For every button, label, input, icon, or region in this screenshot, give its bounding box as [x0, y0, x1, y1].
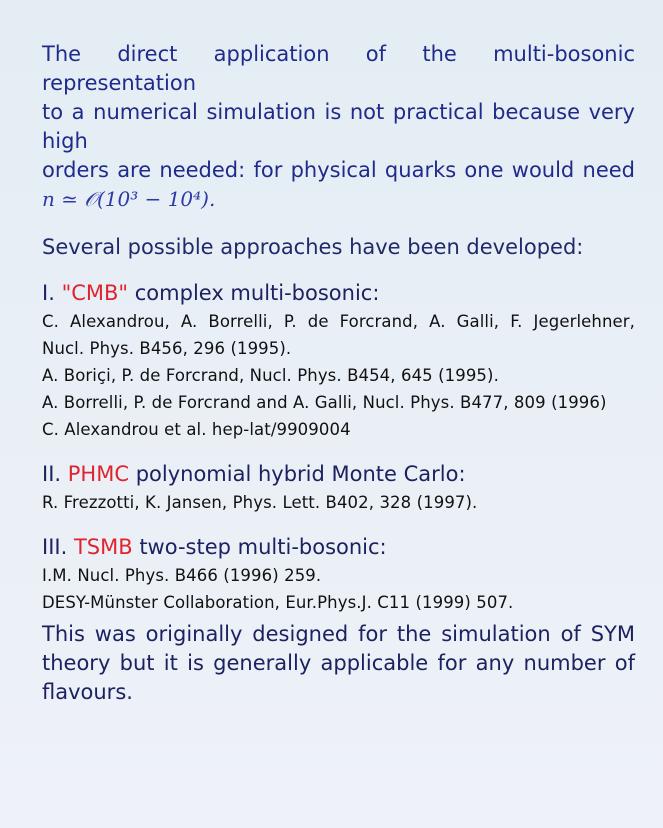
reference-list — [42, 308, 635, 443]
intro-line-3: orders are needed: for physical quarks one would need — [42, 158, 635, 182]
intro-math-formula: n ≃ 𝒪(10³ − 10⁴). — [42, 187, 216, 211]
approaches-heading: Several possible approaches have been developed: — [42, 235, 584, 259]
section-tag: PHMC — [67, 462, 129, 486]
reference-item: R. Frezzotti, K. Jansen, Phys. Lett. B402, 328 (1997). — [42, 493, 478, 512]
section-description: polynomial hybrid Monte Carlo: — [135, 462, 466, 486]
section-description: complex multi-bosonic: — [134, 281, 380, 305]
section-description: two-step multi-bosonic: — [139, 535, 387, 559]
reference-item: A. Borrelli, P. de Forcrand and A. Galli, Nucl. Phys. B477, 809 (1996) — [42, 393, 607, 412]
section-cmb — [42, 279, 635, 443]
intro-line-1: The direct application of the multi-bosonic representation — [42, 42, 635, 95]
section-heading — [42, 533, 635, 562]
reference-item: C. Alexandrou et al. hep-lat/9909004 — [42, 420, 351, 439]
section-number: I. — [42, 281, 55, 305]
section-number: III. — [42, 535, 68, 559]
section-heading — [42, 279, 635, 308]
reference-item: I.M. Nucl. Phys. B466 (1996) 259. — [42, 566, 322, 585]
section-heading — [42, 460, 635, 489]
section-tsmb — [42, 533, 635, 707]
reference-item: Nucl. Phys. B456, 296 (1995). — [42, 339, 292, 358]
section-phmc — [42, 460, 635, 516]
intro-line-2: to a numerical simulation is not practical because very high — [42, 100, 635, 153]
intro-paragraph — [42, 40, 635, 214]
section-number: II. — [42, 462, 62, 486]
tsmb-note — [42, 620, 635, 707]
section-tag: "CMB" — [61, 281, 129, 305]
reference-list — [42, 562, 635, 616]
note-line-2: theory but it is generally applicable for any number of — [42, 651, 635, 675]
note-line-3: flavours. — [42, 680, 133, 704]
section-tag: TSMB — [73, 535, 133, 559]
reference-item: DESY-Münster Collaboration, Eur.Phys.J. C11 (1999) 507. — [42, 593, 514, 612]
reference-item: C. Alexandrou, A. Borrelli, P. de Forcrand, A. Galli, F. Jegerlehner, — [42, 312, 635, 331]
note-line-1: This was originally designed for the simulation of SYM — [42, 622, 635, 646]
reference-list — [42, 489, 635, 516]
reference-item: A. Boriçi, P. de Forcrand, Nucl. Phys. B454, 645 (1995). — [42, 366, 499, 385]
